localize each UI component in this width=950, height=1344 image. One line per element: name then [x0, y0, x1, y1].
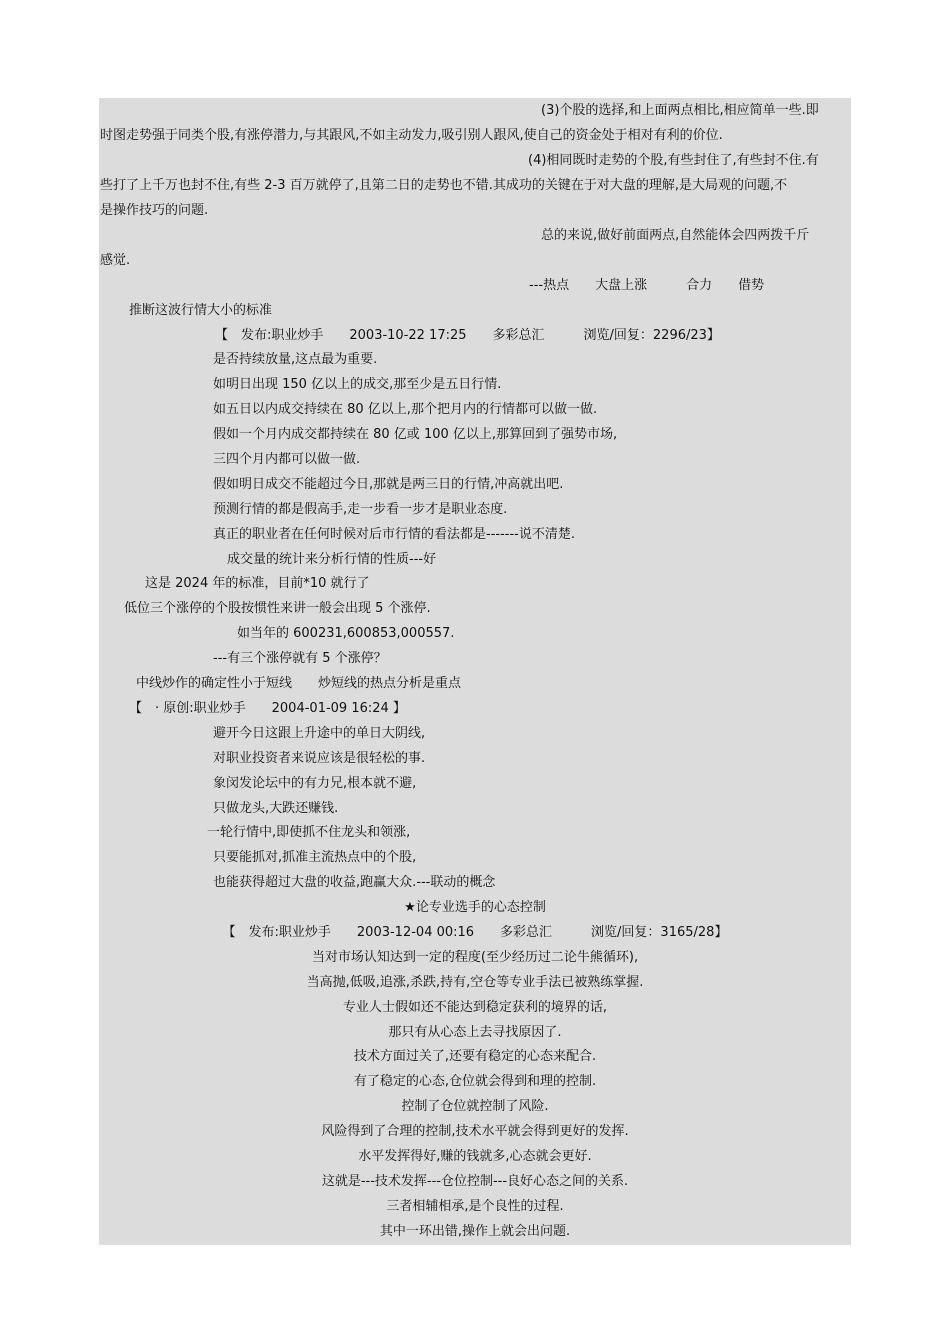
text-line: 假如明日成交不能超过今日,那就是两三日的行情,冲高就出吧.	[213, 477, 564, 492]
text-line: (3)个股的选择,和上面两点相比,相应简单一些.即	[541, 103, 819, 118]
section-heading: ★论专业选手的心态控制	[404, 900, 546, 915]
text-line: 预测行情的都是假高手,走一步看一步才是职业态度.	[213, 502, 508, 517]
text-line: 这就是---技术发挥---仓位控制---良好心态之间的关系.	[321, 1174, 629, 1189]
post-meta: 【 发布:职业炒手 2003-10-22 17:25 多彩总汇 浏览/回复：2296/23】	[215, 328, 720, 343]
text-line: 当高抛,低吸,追涨,杀跌,持有,空仓等专业手法已被熟练掌握.	[306, 975, 644, 990]
text-line: 是操作技巧的问题.	[100, 203, 209, 218]
text-line: 如五日以内成交持续在 80 亿以上,那个把月内的行情都可以做一做.	[213, 402, 598, 417]
text-line: 一轮行情中,即使抓不住龙头和领涨,	[207, 825, 411, 840]
text-line: 技术方面过关了,还要有稳定的心态来配合.	[353, 1049, 597, 1064]
text-line: (4)相同既时走势的个股,有些封住了,有些封不住.有	[528, 153, 819, 168]
text-line: 如明日出现 150 亿以上的成交,那至少是五日行情.	[213, 377, 502, 392]
text-line: 专业人士假如还不能达到稳定获利的境界的话,	[342, 1000, 608, 1015]
text-line: 对职业投资者来说应该是很轻松的事.	[213, 751, 426, 766]
text-line: ---热点 大盘上涨 合力 借势	[529, 278, 765, 293]
text-line: 如当年的 600231,600853,000557.	[237, 626, 455, 641]
text-line: 三者相辅相承,是个良性的过程.	[386, 1199, 564, 1214]
text-line: 风险得到了合理的控制,技术水平就会得到更好的发挥.	[321, 1124, 629, 1139]
text-line: 假如一个月内成交都持续在 80 亿或 100 亿以上,那算回到了强势市场,	[213, 427, 618, 442]
text-line: 象闵发论坛中的有力兄,根本就不避,	[213, 776, 417, 791]
text-line: 只做龙头,大跌还赚钱.	[213, 801, 339, 816]
post-meta: 【 发布:职业炒手 2003-12-04 00:16 多彩总汇 浏览/回复：3165/28】	[222, 925, 728, 940]
text-line: 些打了上千万也封不住,有些 2-3 百万就停了,且第二日的走势也不错.其成功的关键在于对大盘的理解,是大局观的问题,不	[100, 178, 788, 193]
document-page	[99, 98, 851, 1245]
text-line: 当对市场认知达到一定的程度(至少经历过二论牛熊循环),	[311, 950, 639, 965]
text-line: 是否持续放量,这点最为重要.	[213, 352, 378, 367]
post-meta: 【 · 原创:职业炒手 2004-01-09 16:24 】	[129, 701, 406, 716]
text-line: ---有三个涨停就有 5 个涨停？	[213, 651, 387, 666]
text-line: 时图走势强于同类个股,有涨停潜力,与其跟风,不如主动发力,吸引别人跟风,使自己的资金处于相对有利的价位.	[100, 128, 723, 143]
section-heading: 中线炒作的确定性小于短线 炒短线的热点分析是重点	[136, 676, 462, 691]
text-line: 感觉.	[100, 253, 131, 268]
text-line: 有了稳定的心态,仓位就会得到和理的控制.	[353, 1074, 597, 1089]
text-line: 总的来说,做好前面两点,自然能体会四两拨千斤	[541, 228, 810, 243]
section-heading: 推断这波行情大小的标准	[129, 303, 273, 318]
text-line: 也能获得超过大盘的收益,跑赢大众.---联动的概念	[213, 875, 496, 890]
text-line: 只要能抓对,抓准主流热点中的个股,	[213, 850, 417, 865]
text-line: 这是 2024 年的标准，目前*10 就行了	[145, 576, 370, 591]
text-line: 控制了仓位就控制了风险.	[401, 1099, 549, 1114]
text-line: 其中一环出错,操作上就会出问题.	[379, 1224, 571, 1239]
text-line: 真正的职业者在任何时候对后市行情的看法都是-------说不清楚.	[213, 527, 575, 542]
text-line: 那只有从心态上去寻找原因了.	[388, 1025, 562, 1040]
text-line: 三四个月内都可以做一做.	[213, 452, 361, 467]
text-line: 成交量的统计来分析行情的性质---好	[227, 552, 437, 567]
text-line: 低位三个涨停的个股按惯性来讲一般会出现 5 个涨停.	[124, 601, 431, 616]
text-line: 水平发挥得好,赚的钱就多,心态就会更好.	[358, 1149, 592, 1164]
text-line: 避开今日这跟上升途中的单日大阴线,	[213, 726, 426, 741]
